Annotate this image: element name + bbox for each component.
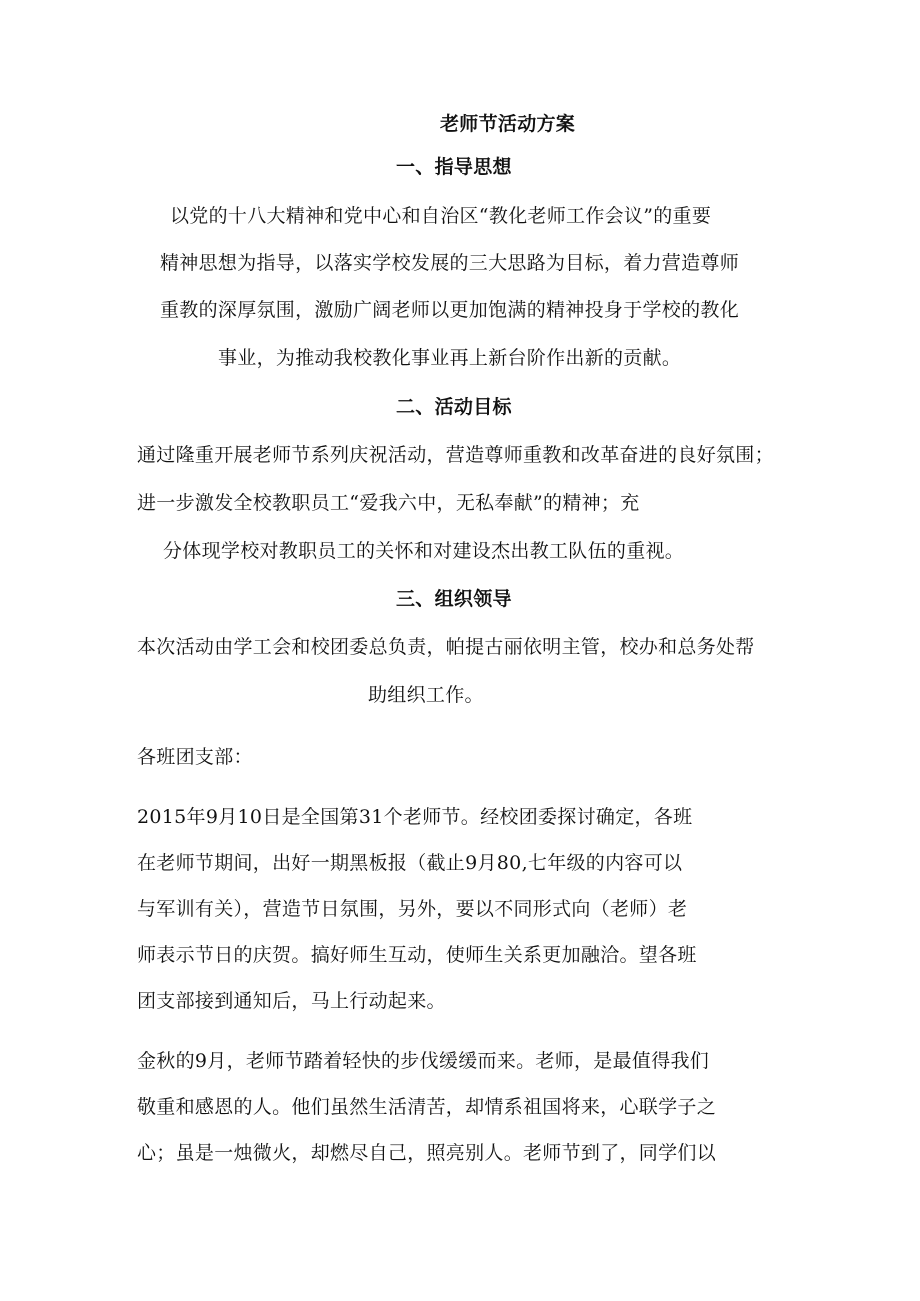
notice-line: 师表示节日的庆贺。搞好师生互动，使师生关系更加融洽。望各班 — [137, 944, 697, 966]
paragraph-line: 重教的深厚氛围，激励广阔老师以更加饱满的精神投身于学校的教化 — [160, 299, 740, 321]
closing-line: 心；虽是一烛微火，却燃尽自己，照亮别人。老师节到了，同学们以 — [137, 1142, 717, 1164]
paragraph-line: 本次活动由学工会和校团委总负责，帕提古丽依明主管，校办和总务处帮 — [137, 636, 755, 658]
paragraph-line: 进一步激发全校教职员工“爱我六中，无私奉献”的精神；充 — [137, 492, 640, 514]
paragraph-line: 事业，为推动我校教化事业再上新台阶作出新的贡献。 — [218, 347, 682, 369]
notice-line: 团支部接到通知后，马上行动起来。 — [137, 990, 446, 1012]
notice-salutation: 各班团支部： — [137, 746, 253, 768]
paragraph-line: 精神思想为指导，以落实学校发展的三大思路为目标，着力营造尊师 — [160, 252, 740, 274]
paragraph-line: 助组织工作。 — [368, 684, 484, 706]
section-heading-activity-goal: 二、活动目标 — [396, 396, 512, 418]
notice-line: 在老师节期间，出好一期黑板报（截止9月80,七年级的内容可以 — [137, 852, 683, 874]
paragraph-line: 以党的十八大精神和党中心和自治区“教化老师工作会议”的重要 — [170, 205, 712, 227]
document-title: 老师节活动方案 — [440, 113, 576, 135]
paragraph-line: 通过隆重开展老师节系列庆祝活动，营造尊师重教和改革奋进的良好氛围； — [137, 444, 774, 466]
section-heading-organization: 三、组织领导 — [396, 588, 512, 610]
notice-line: 与军训有关），营造节日氛围，另外，要以不同形式向（老师）老 — [137, 898, 688, 920]
notice-line: 2015年9月10日是全国第31个老师节。经校团委探讨确定，各班 — [137, 806, 693, 828]
closing-line: 敬重和感恩的人。他们虽然生活清苦，却情系祖国将来，心联学子之 — [137, 1096, 717, 1118]
closing-line: 金秋的9月，老师节踏着轻快的步伐缓缓而来。老师，是最值得我们 — [137, 1050, 710, 1072]
section-heading-guiding-thought: 一、指导思想 — [396, 156, 512, 178]
paragraph-line: 分体现学校对教职员工的关怀和对建设杰出教工队伍的重视。 — [163, 540, 685, 562]
